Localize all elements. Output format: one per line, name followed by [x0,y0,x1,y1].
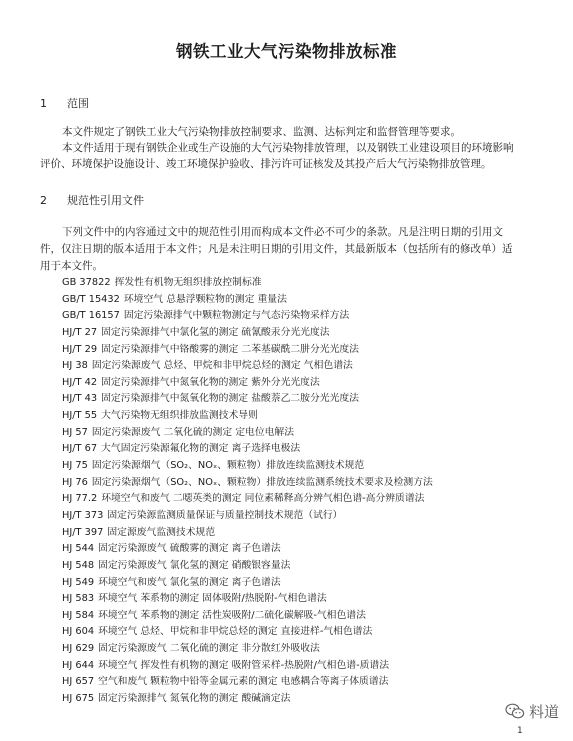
section-1-line-1: 本文件规定了钢铁工业大气污染物排放控制要求、监测、达标判定和监督管理等要求。 [62,126,461,138]
reference-title: 大气固定污染源氟化物的测定 离子选择电极法 [101,443,301,455]
reference-title: 固定污染源排气中铬酸雾的测定 二苯基碳酰二肼分光光度法 [101,343,359,355]
reference-code: HJ/T 55 [62,410,98,422]
reference-title: 固定污染源排气中颗粒物测定与气态污染物采样方法 [123,310,350,322]
reference-code: HJ/T 397 [62,526,104,538]
reference-title: 环境空气 苯系物的测定 活性炭吸附/二硫化碳解吸-气相色谱法 [98,609,366,621]
reference-title: 固定污染源监测质量保证与质量控制技术规范（试行） [107,509,343,521]
page-number: 1 [517,726,523,736]
watermark-text: 料道 [528,703,559,721]
reference-item [62,525,433,542]
reference-item [62,358,433,375]
section-1-title: 范围 [67,97,89,110]
reference-item [62,408,433,425]
reference-title: 环境空气和废气 氯化氢的测定 离子色谱法 [98,576,281,588]
reference-code: HJ 544 [62,543,95,555]
reference-title: 固定污染源废气 二氧化硫的测定 定电位电解法 [91,426,295,438]
reference-item [62,458,433,475]
wechat-icon [505,703,525,720]
reference-code: HJ 644 [62,659,95,671]
document-title: 钢铁工业大气污染物排放标准 [176,42,397,61]
section-1-line-2: 本文件适用于现有钢铁企业或生产设施的大气污染物排放管理，以及钢铁工业建设项目的环境影响 [62,142,514,154]
reference-item [62,674,433,691]
reference-code: HJ 38 [62,360,88,372]
reference-code: HJ/T 43 [62,393,98,405]
reference-title: 环境空气和废气 二噁英类的测定 同位素稀释高分辨气相色谱-高分辨质谱法 [101,493,425,505]
reference-item [62,375,433,392]
reference-item [62,641,433,658]
reference-code: HJ 549 [62,576,95,588]
reference-item [62,541,433,558]
section-2-number: 2 [40,194,47,207]
section-1-heading [40,95,89,111]
reference-item [62,491,433,508]
reference-item [62,608,433,625]
reference-code: HJ 657 [62,676,95,688]
reference-item [62,425,433,442]
wechat-watermark [505,701,559,722]
reference-code: HJ 629 [62,643,95,655]
reference-code: HJ 675 [62,693,95,705]
reference-code: HJ/T 373 [62,509,104,521]
reference-code: HJ 548 [62,559,95,571]
reference-item [62,325,433,342]
reference-title: 环境空气 总烃、甲烷和非甲烷总烃的测定 直接进样-气相色谱法 [98,626,373,638]
section-2-intro-line-3: 用于本文件。 [40,260,103,272]
reference-item [62,475,433,492]
reference-code: HJ 77.2 [62,493,98,505]
reference-title: 环境空气 挥发性有机物的测定 吸附管采样-热脱附/气相色谱-质谱法 [98,659,389,671]
section-2-intro-line-2: 件，仅注日期的版本适用于本文件；凡是未注明日期的引用文件，其最新版本（包括所有的修改单）适 [40,243,513,255]
reference-code: HJ/T 67 [62,443,98,455]
section-1-line-3: 评价、环境保护设施设计、竣工环境保护验收、排污许可证核发及其投产后大气污染物排放管理。 [40,158,492,170]
reference-code: HJ 584 [62,609,95,621]
reference-title: 固定污染源烟气（SO₂、NOₓ、颗粒物）排放连续监测技术规范 [91,460,365,472]
reference-item [62,308,433,325]
reference-title: 固定污染源排气中氮氧化物的测定 盐酸萘乙二胺分光光度法 [101,393,359,405]
reference-title: 固定污染源废气 氯化氢的测定 硝酸银容量法 [98,559,291,571]
reference-code: HJ 604 [62,626,95,638]
reference-title: 固定污染源烟气（SO₂、NOₓ、颗粒物）排放连续监测系统技术要求及检测方法 [91,476,433,488]
reference-item [62,624,433,641]
reference-title: 固定污染源废气 硫酸雾的测定 离子色谱法 [98,543,281,555]
reference-item [62,508,433,525]
reference-title: 挥发性有机物无组织排放控制标准 [114,277,262,288]
reference-code: HJ 76 [62,476,88,488]
reference-item [62,658,433,675]
reference-title: 固定污染源排气中氮氧化物的测定 紫外分光光度法 [101,376,320,388]
reference-item [62,292,433,309]
reference-code: HJ 75 [62,460,88,472]
reference-code: GB/T 16157 [62,310,120,322]
reference-title: 环境空气 总悬浮颗粒物的测定 重量法 [123,293,287,305]
reference-item [62,441,433,458]
reference-title: 固定源废气监测技术规范 [107,526,216,538]
reference-item [62,275,433,292]
reference-title: 固定污染源排气 氮氧化物的测定 酸碱滴定法 [98,693,291,705]
reference-title: 空气和废气 颗粒物中铅等金属元素的测定 电感耦合等离子体质谱法 [98,676,389,688]
reference-title: 固定污染源废气 二氧化硫的测定 非分散红外吸收法 [98,643,320,655]
reference-title: 固定污染源废气 总烃、甲烷和非甲烷总烃的测定 气相色谱法 [91,360,353,372]
reference-code: GB/T 15432 [62,293,120,305]
reference-item [62,591,433,608]
reference-item [62,391,433,408]
section-2-intro-line-1: 下列文件中的内容通过文中的规范性引用而构成本文件必不可少的条款。凡是注明日期的引用文 [62,226,503,238]
section-1-number: 1 [40,97,47,110]
reference-code: GB 37822 [62,277,111,288]
reference-code: HJ/T 27 [62,326,98,338]
reference-code: HJ 57 [62,426,88,438]
reference-code: HJ/T 29 [62,343,98,355]
reference-list [62,275,433,708]
section-2-title: 规范性引用文件 [67,194,144,207]
reference-title: 环境空气 苯系物的测定 固体吸附/热脱附-气相色谱法 [98,593,327,605]
reference-code: HJ/T 42 [62,376,98,388]
reference-item [62,575,433,592]
reference-item [62,342,433,359]
reference-code: HJ 583 [62,593,95,605]
reference-title: 固定污染源排气中氯化氢的测定 硫氰酸汞分光光度法 [101,326,330,338]
reference-item [62,558,433,575]
section-2-heading [40,192,144,208]
reference-item [62,691,433,708]
reference-title: 大气污染物无组织排放监测技术导则 [101,410,258,422]
